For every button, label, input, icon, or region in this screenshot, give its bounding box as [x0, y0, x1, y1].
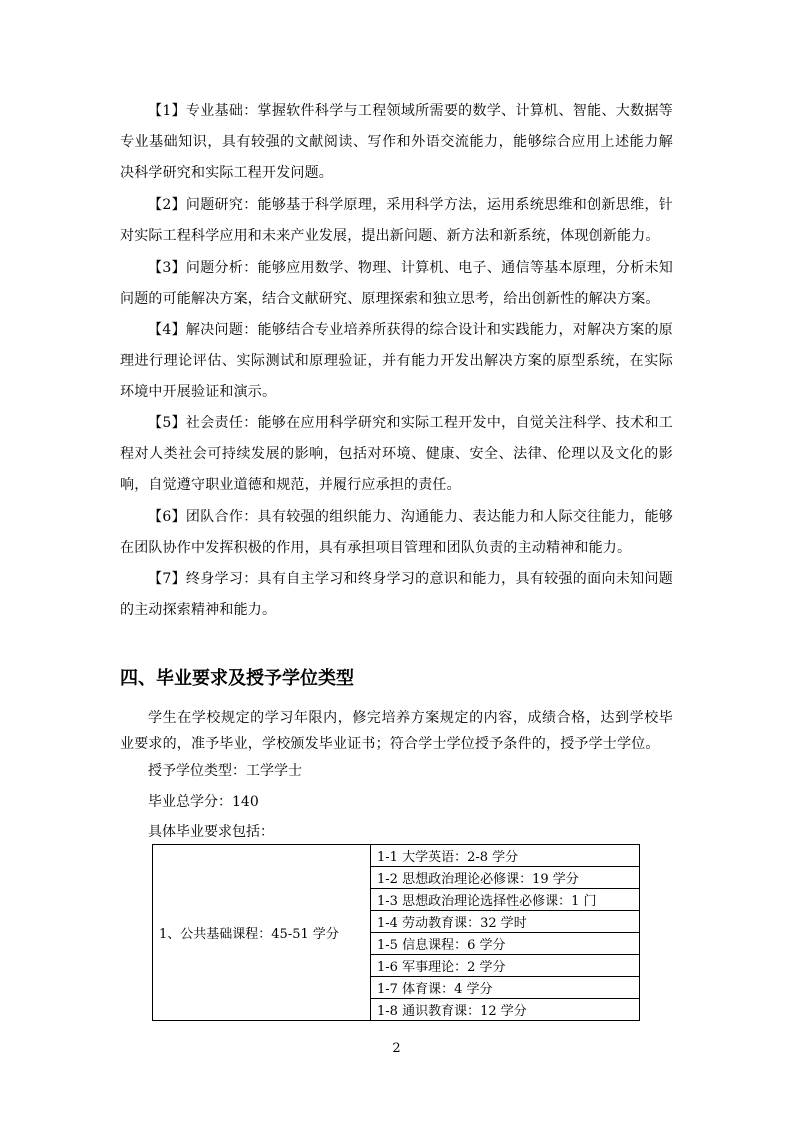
section-heading: 四、毕业要求及授予学位类型: [120, 668, 354, 689]
page-number: 2: [392, 1041, 401, 1056]
item-cell: 1-2 思想政治理论必修课：19 学分: [371, 867, 640, 889]
requirements-table: [152, 844, 640, 1021]
ability-paragraph-4: [120, 315, 673, 408]
item-cell: 1-7 体育课：4 学分: [371, 977, 640, 999]
degree-type: 授予学位类型：工学学士: [148, 763, 302, 779]
intro-paragraph: [120, 705, 673, 757]
ability-paragraph-5: [120, 408, 673, 501]
ability-text: 【7】终身学习：具有自主学习和终身学习的意识和能力，具有较强的面向未知问题的主动探索精神和能力。: [120, 571, 673, 618]
item-cell: 1-4 劳动教育课：32 学时: [371, 911, 640, 933]
ability-paragraph-3: [120, 253, 673, 315]
intro-text: 学生在学校规定的学习年限内，修完培养方案规定的内容，成绩合格，达到学校毕业要求的，准予毕业，学校颁发毕业证书；符合学士学位授予条件的，授予学士学位。: [120, 710, 673, 752]
item-cell: 1-8 通识教育课：12 学分: [371, 999, 640, 1021]
ability-text: 【3】问题分析：能够应用数学、物理、计算机、电子、通信等基本原理，分析未知问题的可能解决方案，结合文献研究、原理探索和独立思考，给出创新性的解决方案。: [120, 260, 673, 307]
ability-text: 【6】团队合作：具有较强的组织能力、沟通能力、表达能力和人际交往能力，能够在团队协作中发挥积极的作用，具有承担项目管理和团队负责的主动精神和能力。: [120, 509, 673, 556]
ability-text: 【4】解决问题：能够结合专业培养所获得的综合设计和实践能力，对解决方案的原理进行理论评估、实际测试和原理验证，并有能力开发出解决方案的原型系统，在实际环境中开展验证和演示。: [120, 322, 673, 400]
category-cell: 1、公共基础课程：45-51 学分: [153, 845, 371, 1021]
ability-paragraph-7: [120, 564, 673, 626]
ability-paragraph-6: [120, 502, 673, 564]
item-cell: 1-1 大学英语：2-8 学分: [371, 845, 640, 867]
requirements-label: 具体毕业要求包括：: [148, 824, 274, 840]
item-cell: 1-3 思想政治理论选择性必修课：1 门: [371, 889, 640, 911]
item-cell: 1-6 军事理论：2 学分: [371, 955, 640, 977]
total-credits: 毕业总学分：140: [148, 794, 259, 810]
ability-text: 【5】社会责任：能够在应用科学研究和实际工程开发中，自觉关注科学、技术和工程对人类社会可持续发展的影响，包括对环境、健康、安全、法律、伦理以及文化的影响，自觉遵守职业道德和规范，并履行应承担的责任。: [120, 415, 673, 493]
item-cell: 1-5 信息课程：6 学分: [371, 933, 640, 955]
ability-paragraph-1: [120, 96, 673, 189]
table-row: [153, 845, 640, 867]
ability-text: 【1】专业基础：掌握软件科学与工程领域所需要的数学、计算机、智能、大数据等专业基础知识，具有较强的文献阅读、写作和外语交流能力，能够综合应用上述能力解决科学研究和实际工程开发问题。: [120, 103, 673, 181]
ability-text: 【2】问题研究：能够基于科学原理，采用科学方法，运用系统思维和创新思维，针对实际工程科学应用和未来产业发展，提出新问题、新方法和新系统，体现创新能力。: [120, 197, 673, 244]
ability-paragraph-2: [120, 190, 673, 252]
